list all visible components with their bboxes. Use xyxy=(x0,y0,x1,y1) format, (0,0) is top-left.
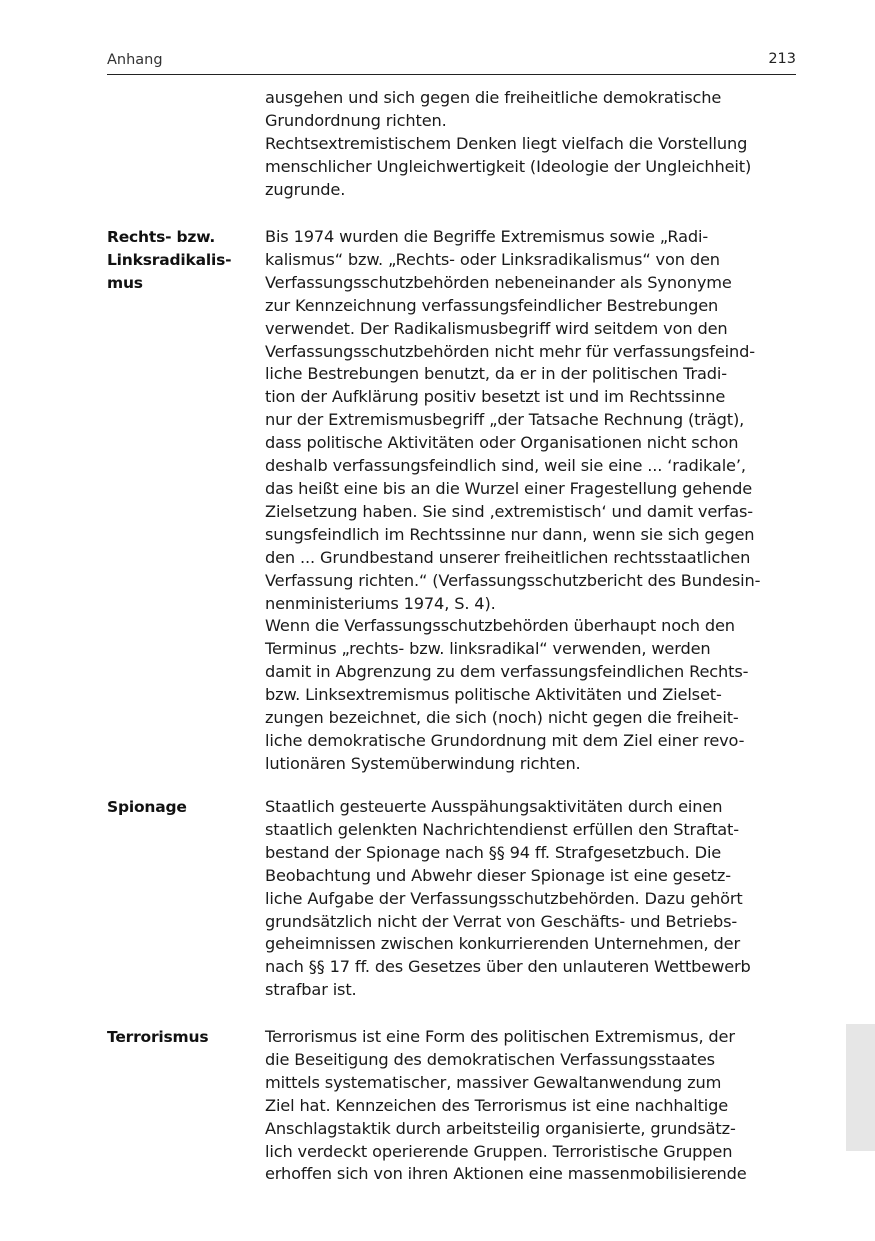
chapter-thumb-tab xyxy=(846,1024,875,1151)
definition-line: staatlich gelenkten Nachrichtendienst erfüllen den Straftat- xyxy=(265,819,739,839)
definition-line: liche Bestrebungen benutzt, da er in der politischen Tradi- xyxy=(265,364,727,384)
definition-line: Grundordnung richten. xyxy=(265,110,447,130)
definition-line: zugrunde. xyxy=(265,179,346,199)
definition-line: geheimnissen zwischen konkurrierenden Unternehmen, der xyxy=(265,934,740,954)
definition-line: bzw. Linksextremismus politische Aktivitäten und Zielset- xyxy=(265,685,722,705)
definition-line: Ziel hat. Kennzeichen des Terrorismus ist eine nachhaltige xyxy=(265,1095,729,1115)
glossary-definition xyxy=(265,1026,805,1186)
definition-line: menschlicher Ungleichwertigkeit (Ideologie der Ungleichheit) xyxy=(265,156,752,176)
glossary-definition xyxy=(265,226,805,776)
term-line: Terrorismus xyxy=(107,1028,209,1046)
definition-line: Verfassung richten.“ (Verfassungsschutzbericht des Bundesin- xyxy=(265,570,761,590)
term-line: Spionage xyxy=(107,798,187,816)
definition-line: lutionären Systemüberwindung richten. xyxy=(265,753,581,773)
definition-line: das heißt eine bis an die Wurzel einer Fragestellung gehende xyxy=(265,478,753,498)
page-number: 213 xyxy=(768,51,796,67)
term-line: mus xyxy=(107,274,143,292)
definition-line: liche demokratische Grundordnung mit dem Ziel einer revo- xyxy=(265,730,745,750)
definition-line: Rechtsextremistischem Denken liegt vielfach die Vorstellung xyxy=(265,133,748,153)
definition-line: die Beseitigung des demokratischen Verfassungsstaates xyxy=(265,1049,715,1069)
glossary-term xyxy=(107,796,257,819)
definition-line: bestand der Spionage nach §§ 94 ff. Strafgesetzbuch. Die xyxy=(265,842,722,862)
term-line: Linksradikalis- xyxy=(107,251,232,269)
definition-line: Zielsetzung haben. Sie sind ‚extremistisch‘ und damit verfas- xyxy=(265,501,753,521)
definition-line: Wenn die Verfassungsschutzbehörden überhaupt noch den xyxy=(265,616,735,636)
definition-line: Bis 1974 wurden die Begriffe Extremismus sowie „Radi- xyxy=(265,227,709,246)
definition-line: kalismus“ bzw. „Rechts- oder Linksradikalismus“ von den xyxy=(265,249,720,269)
glossary-term xyxy=(107,1026,257,1049)
definition-line: Verfassungsschutzbehörden nicht mehr für verfassungsfeind- xyxy=(265,341,755,361)
definition-line: nenministeriums 1974, S. 4). xyxy=(265,593,496,613)
definition-line: nur der Extremismusbegriff „der Tatsache Rechnung (trägt), xyxy=(265,410,745,430)
definition-line: ausgehen und sich gegen die freiheitliche demokratische xyxy=(265,88,722,107)
glossary-definition xyxy=(265,87,805,202)
glossary-term xyxy=(107,226,257,295)
definition-line: damit in Abgrenzung zu dem verfassungsfeindlichen Rechts- xyxy=(265,662,749,682)
definition-line: mittels systematischer, massiver Gewaltanwendung zum xyxy=(265,1072,722,1092)
definition-line: verwendet. Der Radikalismusbegriff wird seitdem von den xyxy=(265,318,728,338)
running-header xyxy=(107,52,796,75)
definition-line: Verfassungsschutzbehörden nebeneinander als Synonyme xyxy=(265,272,732,292)
definition-line: zur Kennzeichnung verfassungsfeindlicher Bestrebungen xyxy=(265,295,719,315)
definition-line: Terrorismus ist eine Form des politischen Extremismus, der xyxy=(265,1027,735,1046)
section-title: Anhang xyxy=(107,52,163,68)
definition-line: dass politische Aktivitäten oder Organisationen nicht schon xyxy=(265,433,739,453)
definition-line: Staatlich gesteuerte Ausspähungsaktivitäten durch einen xyxy=(265,797,723,816)
definition-line: Beobachtung und Abwehr dieser Spionage ist eine gesetz- xyxy=(265,865,731,885)
definition-line: grundsätzlich nicht der Verrat von Geschäfts- und Betriebs- xyxy=(265,911,738,931)
definition-line: Terminus „rechts- bzw. linksradikal“ verwenden, werden xyxy=(265,639,711,659)
definition-line: tion der Aufklärung positiv besetzt ist und im Rechtssinne xyxy=(265,387,726,407)
definition-line: den ... Grundbestand unserer freiheitlichen rechtsstaatlichen xyxy=(265,547,751,567)
definition-line: sungsfeindlich im Rechtssinne nur dann, wenn sie sich gegen xyxy=(265,524,755,544)
definition-line: Anschlagstaktik durch arbeitsteilig organisierte, grundsätz- xyxy=(265,1118,736,1138)
definition-line: erhoffen sich von ihren Aktionen eine massenmobilisierende xyxy=(265,1164,747,1184)
term-line: Rechts- bzw. xyxy=(107,228,216,246)
definition-line: deshalb verfassungsfeindlich sind, weil sie eine ... ‘radikale’, xyxy=(265,456,746,476)
definition-line: nach §§ 17 ff. des Gesetzes über den unlauteren Wettbewerb xyxy=(265,957,751,977)
definition-line: lich verdeckt operierende Gruppen. Terroristische Gruppen xyxy=(265,1141,733,1161)
definition-line: strafbar ist. xyxy=(265,980,357,1000)
definition-line: zungen bezeichnet, die sich (noch) nicht gegen die freiheit- xyxy=(265,708,739,728)
definition-line: liche Aufgabe der Verfassungsschutzbehörden. Dazu gehört xyxy=(265,888,743,908)
glossary-definition xyxy=(265,796,805,1002)
